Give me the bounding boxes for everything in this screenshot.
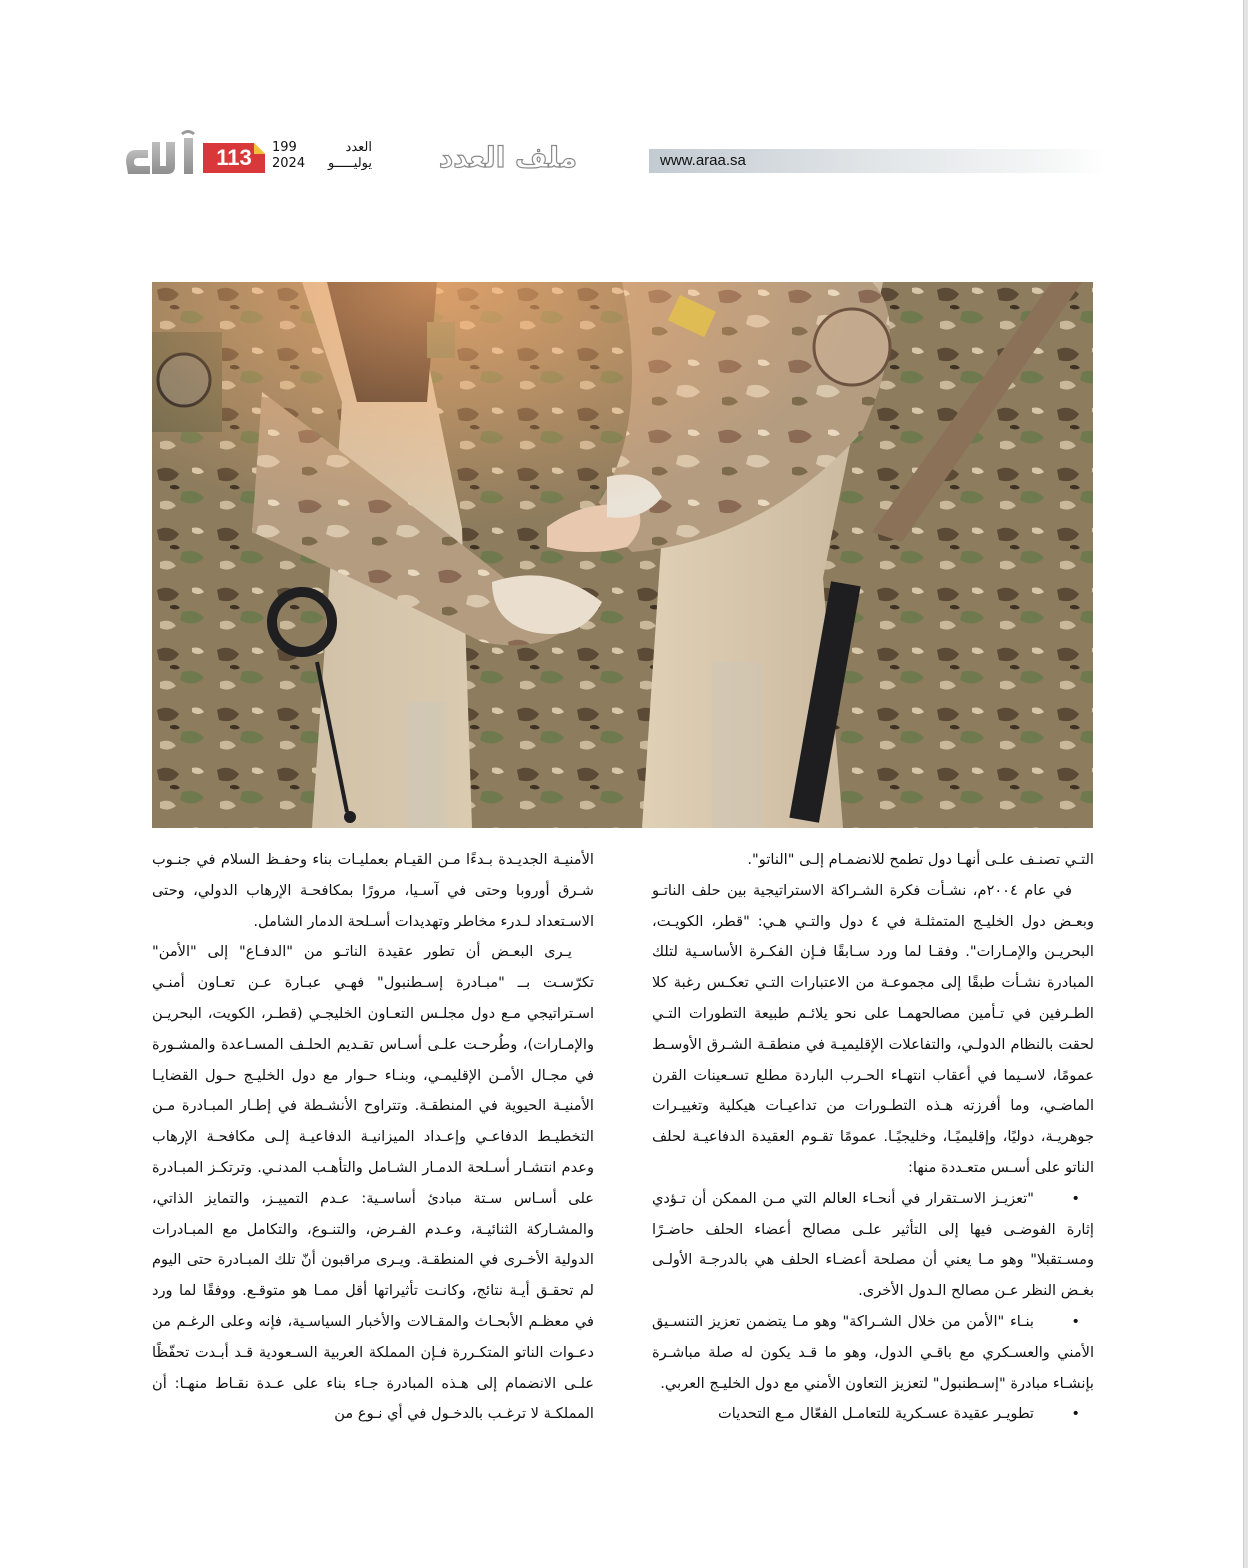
bullet-icon: • xyxy=(1071,1312,1080,1330)
website-link[interactable]: www.araa.sa xyxy=(660,152,746,169)
bullet-icon: • xyxy=(1071,1189,1080,1207)
section-title: ملف العدد xyxy=(438,141,578,174)
bullet-item xyxy=(652,1399,1094,1430)
bullet-item xyxy=(652,1307,1094,1399)
issue-year: 2024 xyxy=(272,156,306,171)
page-edge xyxy=(1244,0,1248,1568)
page-number: 113 xyxy=(216,145,252,170)
paragraph: في عام ٢٠٠٤م، نشـأت فكرة الشـراكة الاستراتيجية بين حلف الناتـو وبعـض دول الخليـج المتمثلـة في ٤ دول والتـي هـي: "قطر، الكويـت، البحريـن والإمـارات". وفقـا لما ورد سـابقًا فـإن الفكـرة الأساسـية لتلك المبادرة نشـأت طبقًا إلى مجموعـة من الاعتبارات التـي تعكـس رغبة كلا الطـرفين في تـأمين مصالحهمـا على نحو يلائـم طبيعة التطورات التـي لحقت بالنظام الدولـي، والتفاعلات الإقليميـة في منطقـة الشـرق الأوسـط عمومًا، لاسـيما في أعقاب انتهـاء الحـرب الباردة مطلع تسـعينات القرن الماضـي، وما أفرزته هـذه التطـورات من تداعيـات هيكلية وتغييـرات جوهريـة، دوليًا، وإقليميًـا، وخليجيًـا. عمومًا تقـوم العقيدة الدفاعيـة لحلف الناتو على أسـس متعـددة منها: xyxy=(652,881,1094,1176)
issue-label: العدد xyxy=(345,140,372,155)
article-column-right xyxy=(652,845,1094,1430)
magazine-logo xyxy=(126,128,198,178)
article-photo xyxy=(152,282,1093,828)
paragraph: الأمنيـة الجديـدة بـدءًا مـن القيـام بعمليـات بناء وحفـظ السلام في جنـوب شـرق أوروبا وحتى في آسـيا، مرورًا بمكافحـة الإرهاب الدولي، وحتى الاسـتعداد لـدرء مخاطر وتهديدات أسـلحة الدمار الشامل. xyxy=(152,851,594,930)
soldiers-photo-illustration xyxy=(152,282,1093,828)
bullet-text: تطويـر عقيدة عسـكرية للتعامـل الفعّال مـع التحديات xyxy=(718,1405,1034,1423)
article-column-left xyxy=(152,845,594,1430)
issue-month: يوليـــــو xyxy=(328,156,372,171)
paragraph: التـي تصنـف علـى أنهـا دول تطمح للانضمـام إلـى "الناتو". xyxy=(747,851,1094,868)
paragraph: يـرى البعـض أن تطور عقيدة الناتـو من "الدفـاع" إلى "الأمن" تكرّسـت بــ "مبـادرة إسـطنبول" فهـي عبـارة عـن تعـاون أمنـي اسـتراتيجي مـع دول مجلـس التعـاون الخليجـي (قطـر، الكويت، البحريـن والإمـارات)، وطُرحـت علـى أسـاس تقـديم الحلـف المسـاعدة والمشـورة في مجـال الأمـن الإقليمـي، وبنـاء حـوار مع دول الخليـج حـول القضايـا الأمنيـة الحيوية في المنطقـة. وتتراوح الأنشـطة في إطـار المبـادرة مـن التخطيـط الدفاعـي وإعـداد الميزانيـة الدفاعيـة إلـى مكافحـة الإرهاب وعدم انتشـار أسـلحة الدمـار الشـامل والتأهـب المدنـي. وترتكـز المبـادرة على أسـاس سـتة مبادئ أساسـية: عـدم التمييـز، والتمايز الذاتي، والمشـاركة الثنائيـة، وعـدم الفـرض، والتنـوع، والتكامل مع المبـادرات الدولية الأخـرى في المنطقـة. ويـرى مراقبون أنّ تلك المبـادرة حتى اليوم لم تحقـق أيـة نتائج، وكانـت تأثيراتها أقل ممـا هو متوقـع. ووفقًا لما ورد في معظـم الأبحـاث والمقـالات والأخبار السياسـية، فإنه وعلى الرغـم من دعـوات الناتو المتكـررة فـإن المملكة العربية السـعودية قـد أبـدت تحفّظًا علـى الانضمام إلى هـذه المبادرة جـاء بناء على عـدة نقـاط منهـا: أن المملكـة لا ترغـب بالدخـول في أي نـوع من xyxy=(152,943,594,1423)
bullet-icon: • xyxy=(1071,1405,1080,1423)
website-bar xyxy=(649,149,1104,173)
bullet-text: "تعزيـز الاسـتقرار في أنحـاء العالم التي مـن الممكن أن تـؤدي إثارة الفوضـى فيها إلى التأثير علـى مصالح أعضاء الحلف حاضـرًا ومسـتقبلا" وهو مـا يعني أن مصلحة أعضـاء الحلف هي بالدرجـة الأولـى بغـض النظر عـن مصالح الـدول الأخرى. xyxy=(652,1189,1094,1300)
bullet-item xyxy=(652,1184,1094,1307)
page-number-badge xyxy=(203,143,265,173)
badge-folded-corner xyxy=(254,143,265,154)
bullet-text: بنـاء "الأمن من خلال الشـراكة" وهو مـا يتضمن تعزيز التنسـيق الأمني والعسـكري مع باقـي الدول، وهو ما قـد يكون له صلة مباشـرة بإنشـاء مبادرة "إسـطنبول" لتعزيز التعاون الأمني مع دول الخليـج العربي. xyxy=(652,1312,1094,1392)
issue-number: 199 xyxy=(272,140,297,155)
issue-info xyxy=(272,140,372,172)
